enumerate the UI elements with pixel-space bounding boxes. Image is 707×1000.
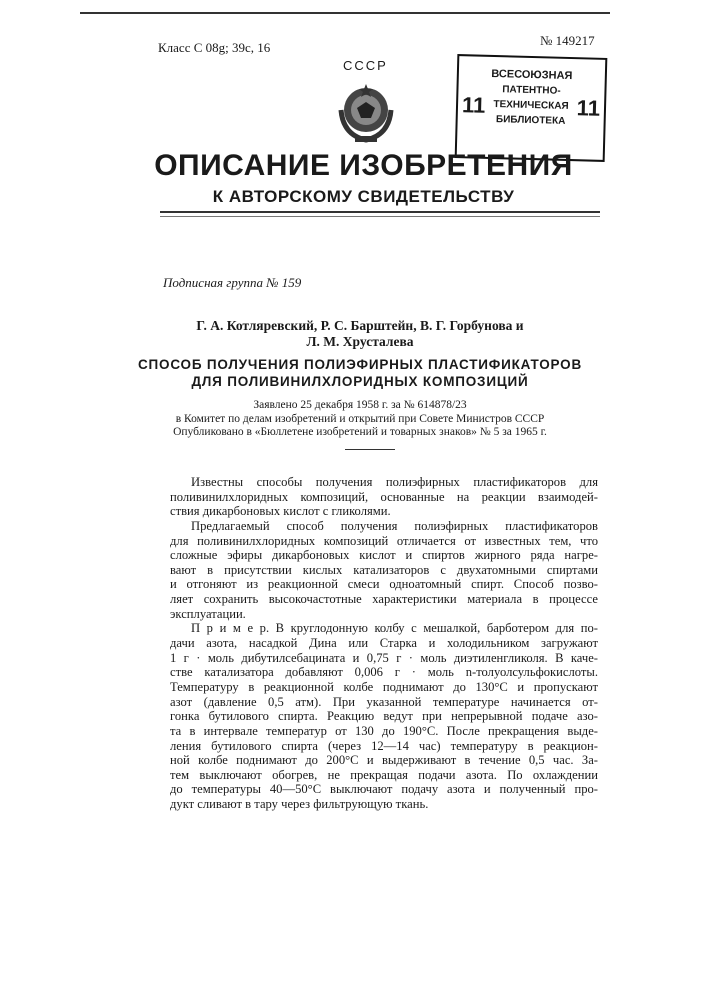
authors [110, 318, 610, 350]
invention-title-line: ДЛЯ ПОЛИВИНИЛХЛОРИДНЫХ КОМПОЗИЦИЙ [110, 373, 610, 390]
body-line: тем выключают обогрев, не прекращая подачи азота. По охлаждении [170, 768, 598, 783]
body-line: дачи азота, насадкой Дина или Старка и холодильником загружают [170, 636, 598, 651]
stamp-line: ПАТЕНТНО- [489, 82, 573, 99]
body-line: ной колбе поднимают до 200°С и выдерживают в течение 0,5 час. За- [170, 753, 598, 768]
body-line: вают в присутствии кислых катализаторов с двухатомными спиртами [170, 563, 598, 578]
body-line: ствия дикарбоновых кислот с гликолями. [170, 504, 598, 519]
author-line: Г. А. Котляревский, Р. С. Барштейн, В. Г. Горбунова и [110, 318, 610, 334]
library-stamp [455, 54, 608, 162]
filing-info [110, 399, 610, 440]
filing-line: Опубликовано в «Бюллетене изобретений и товарных знаков» № 5 за 1965 г. [110, 426, 610, 440]
stamp-line: ТЕХНИЧЕСКАЯ [489, 97, 573, 114]
title-rule [160, 211, 600, 213]
title-rule-thin [160, 216, 600, 217]
body-line: эксплуатации. [170, 607, 598, 622]
invention-title [110, 356, 610, 390]
body-line: гонка бутилового спирта. Реакцию ведут при непрерывной подаче азо- [170, 709, 598, 724]
body-line: 1 г · моль дибутилсебацината и 0,75 г · моль диэтиленгликоля. В каче- [170, 651, 598, 666]
body-line: Известны способы получения полиэфирных пластификаторов для [170, 475, 598, 490]
filing-line: в Комитет по делам изобретений и открытий при Совете Министров СССР [110, 413, 610, 427]
top-rule [80, 12, 610, 14]
author-line: Л. М. Хрусталева [110, 334, 610, 350]
body-line: до температуры 40—50°С выключают подачу азота и полученный про- [170, 782, 598, 797]
body-line: поливинилхлоридных композиций, основанные на реакции взаимодей- [170, 490, 598, 505]
stamp-text [488, 67, 574, 129]
body-line: та в интервале температур от 130 до 190°С. После прекращения выде- [170, 724, 598, 739]
ussr-emblem-icon [333, 80, 399, 146]
invention-title-line: СПОСОБ ПОЛУЧЕНИЯ ПОЛИЭФИРНЫХ ПЛАСТИФИКАТОРОВ [110, 356, 610, 373]
body-line: Температуру в реакционной колбе поднимают до 130°С и пропускают [170, 680, 598, 695]
body-line: ляет сохранить высокочастотные характеристики материала в процессе [170, 592, 598, 607]
country-label: СССР [343, 58, 388, 73]
body-line: и отгоняют из реакционной смеси одноатомный спирт. Способ позво- [170, 577, 598, 592]
stamp-number-right: 11 [576, 95, 600, 122]
body-line: П р и м е р. В круглодонную колбу с мешалкой, барботером для по- [170, 621, 598, 636]
stamp-line: БИБЛИОТЕКА [488, 112, 572, 129]
body-line: азот (давление 0,5 атм). При указанной температуре начинается от- [170, 695, 598, 710]
document-title: ОПИСАНИЕ ИЗОБРЕТЕНИЯ [0, 148, 707, 184]
stamp-number-left: 11 [462, 92, 486, 119]
stamp-line: ВСЕСОЮЗНАЯ [490, 67, 574, 84]
description-body [170, 475, 598, 812]
body-line: Предлагаемый способ получения полиэфирных пластификаторов [170, 519, 598, 534]
patent-number: № 149217 [540, 33, 595, 49]
body-line: сложные эфиры дикарбоновых кислот и спиртов жирного ряда нагре- [170, 548, 598, 563]
subscription-group: Подписная группа № 159 [163, 275, 301, 291]
class-label: Класс С 08g; 39с, 16 [158, 40, 270, 56]
filing-line: Заявлено 25 декабря 1958 г. за № 614878/23 [110, 399, 610, 413]
document-subtitle: К АВТОРСКОМУ СВИДЕТЕЛЬСТВУ [0, 187, 707, 207]
body-line: ления бутилового спирта (через 12—14 час) температуру в реакцион- [170, 739, 598, 754]
body-line: стве катализатора добавляют 0,006 г · моль n-толуолсульфокислоты. [170, 665, 598, 680]
separator-rule [345, 449, 395, 450]
body-line: дукт сливают в тару через фильтрующую ткань. [170, 797, 598, 812]
body-line: для поливинилхлоридных композиций отличается от известных тем, что [170, 534, 598, 549]
